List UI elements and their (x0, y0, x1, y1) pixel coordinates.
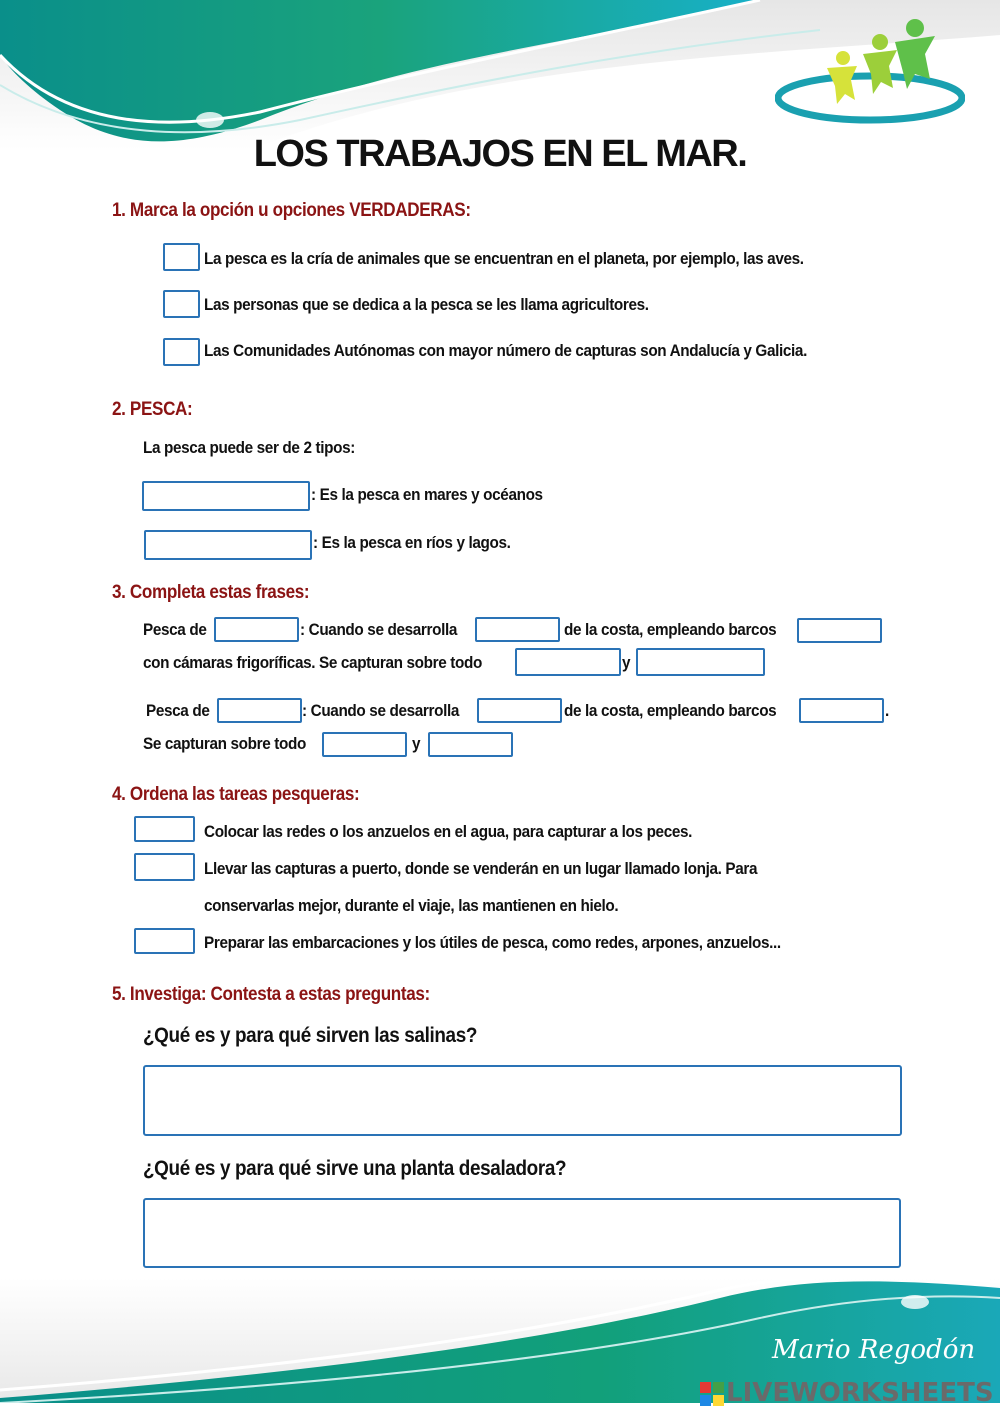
block1-distance-input[interactable] (475, 617, 560, 642)
task-3: Preparar las embarcaciones y los útiles de pesca, como redes, arpones, anzuelos... (204, 933, 781, 952)
author-signature: Mario Regodón (772, 1335, 976, 1365)
block1-pesca-de: Pesca de (143, 620, 207, 639)
block1-species-input-2[interactable] (636, 648, 765, 676)
block1-cuando: : Cuando se desarrolla (300, 620, 458, 639)
section2-type-1: : Es la pesca en mares y océanos (311, 485, 543, 504)
true-checkbox-3[interactable] (163, 338, 200, 366)
block2-barcos-input[interactable] (799, 698, 884, 723)
order-input-3[interactable] (134, 928, 195, 954)
question-salinas: ¿Qué es y para qué sirven las salinas? (143, 1024, 478, 1047)
section1-item-2: Las personas que se dedica a la pesca se les llama agricultores. (204, 295, 649, 314)
section2-type-2: : Es la pesca en ríos y lagos. (313, 533, 511, 552)
section1-heading: 1. Marca la opción u opciones VERDADERAS: (112, 200, 471, 221)
answer-desaladora-textarea[interactable] (143, 1198, 901, 1268)
block1-species-input-1[interactable] (515, 648, 621, 676)
section1-item-3: Las Comunidades Autónomas con mayor número de capturas son Andalucía y Galicia. (204, 341, 807, 360)
block2-species-input-1[interactable] (322, 732, 407, 757)
question-desaladora: ¿Qué es y para qué sirve una planta desaladora? (143, 1157, 567, 1180)
logo-people-icon (775, 14, 965, 124)
answer-salinas-textarea[interactable] (143, 1065, 902, 1136)
task-2: Llevar las capturas a puerto, donde se venderán en un lugar llamado lonja. Para (204, 859, 758, 878)
order-input-1[interactable] (134, 816, 195, 842)
section2-heading: 2. PESCA: (112, 399, 193, 420)
section1-item-1: La pesca es la cría de animales que se encuentran en el planeta, por ejemplo, las aves. (204, 249, 804, 268)
block2-period: . (885, 701, 889, 720)
block2-type-input[interactable] (217, 698, 302, 723)
block1-costa: de la costa, empleando barcos (564, 620, 777, 639)
block2-capturan: Se capturan sobre todo (143, 734, 306, 753)
true-checkbox-2[interactable] (163, 290, 200, 318)
block1-camaras: con cámaras frigoríficas. Se capturan sobre todo (143, 653, 482, 672)
liveworksheets-logo-icon (700, 1382, 724, 1406)
true-checkbox-1[interactable] (163, 243, 200, 271)
page-title: LOS TRABAJOS EN EL MAR. (253, 133, 747, 175)
order-input-2[interactable] (134, 853, 195, 881)
section3-heading: 3. Completa estas frases: (112, 582, 310, 603)
block2-cuando: : Cuando se desarrolla (302, 701, 460, 720)
section4-heading: 4. Ordena las tareas pesqueras: (112, 784, 360, 805)
block2-distance-input[interactable] (477, 698, 562, 723)
block1-type-input[interactable] (214, 617, 299, 642)
block2-pesca-de: Pesca de (146, 701, 210, 720)
watermark-text: LIVEWORKSHEETS (726, 1378, 994, 1408)
block2-species-input-2[interactable] (428, 732, 513, 757)
task-2-continued: conservarlas mejor, durante el viaje, las mantienen en hielo. (204, 896, 619, 915)
task-1: Colocar las redes o los anzuelos en el agua, para capturar a los peces. (204, 822, 693, 841)
block2-y: y (412, 734, 421, 753)
section5-heading: 5. Investiga: Contesta a estas preguntas: (112, 984, 430, 1005)
pesca-type-input-2[interactable] (144, 530, 312, 560)
section2-intro: La pesca puede ser de 2 tipos: (143, 438, 355, 457)
block2-costa: de la costa, empleando barcos (564, 701, 777, 720)
block1-y: y (622, 653, 631, 672)
block1-barcos-input[interactable] (797, 618, 882, 643)
pesca-type-input-1[interactable] (142, 481, 310, 511)
